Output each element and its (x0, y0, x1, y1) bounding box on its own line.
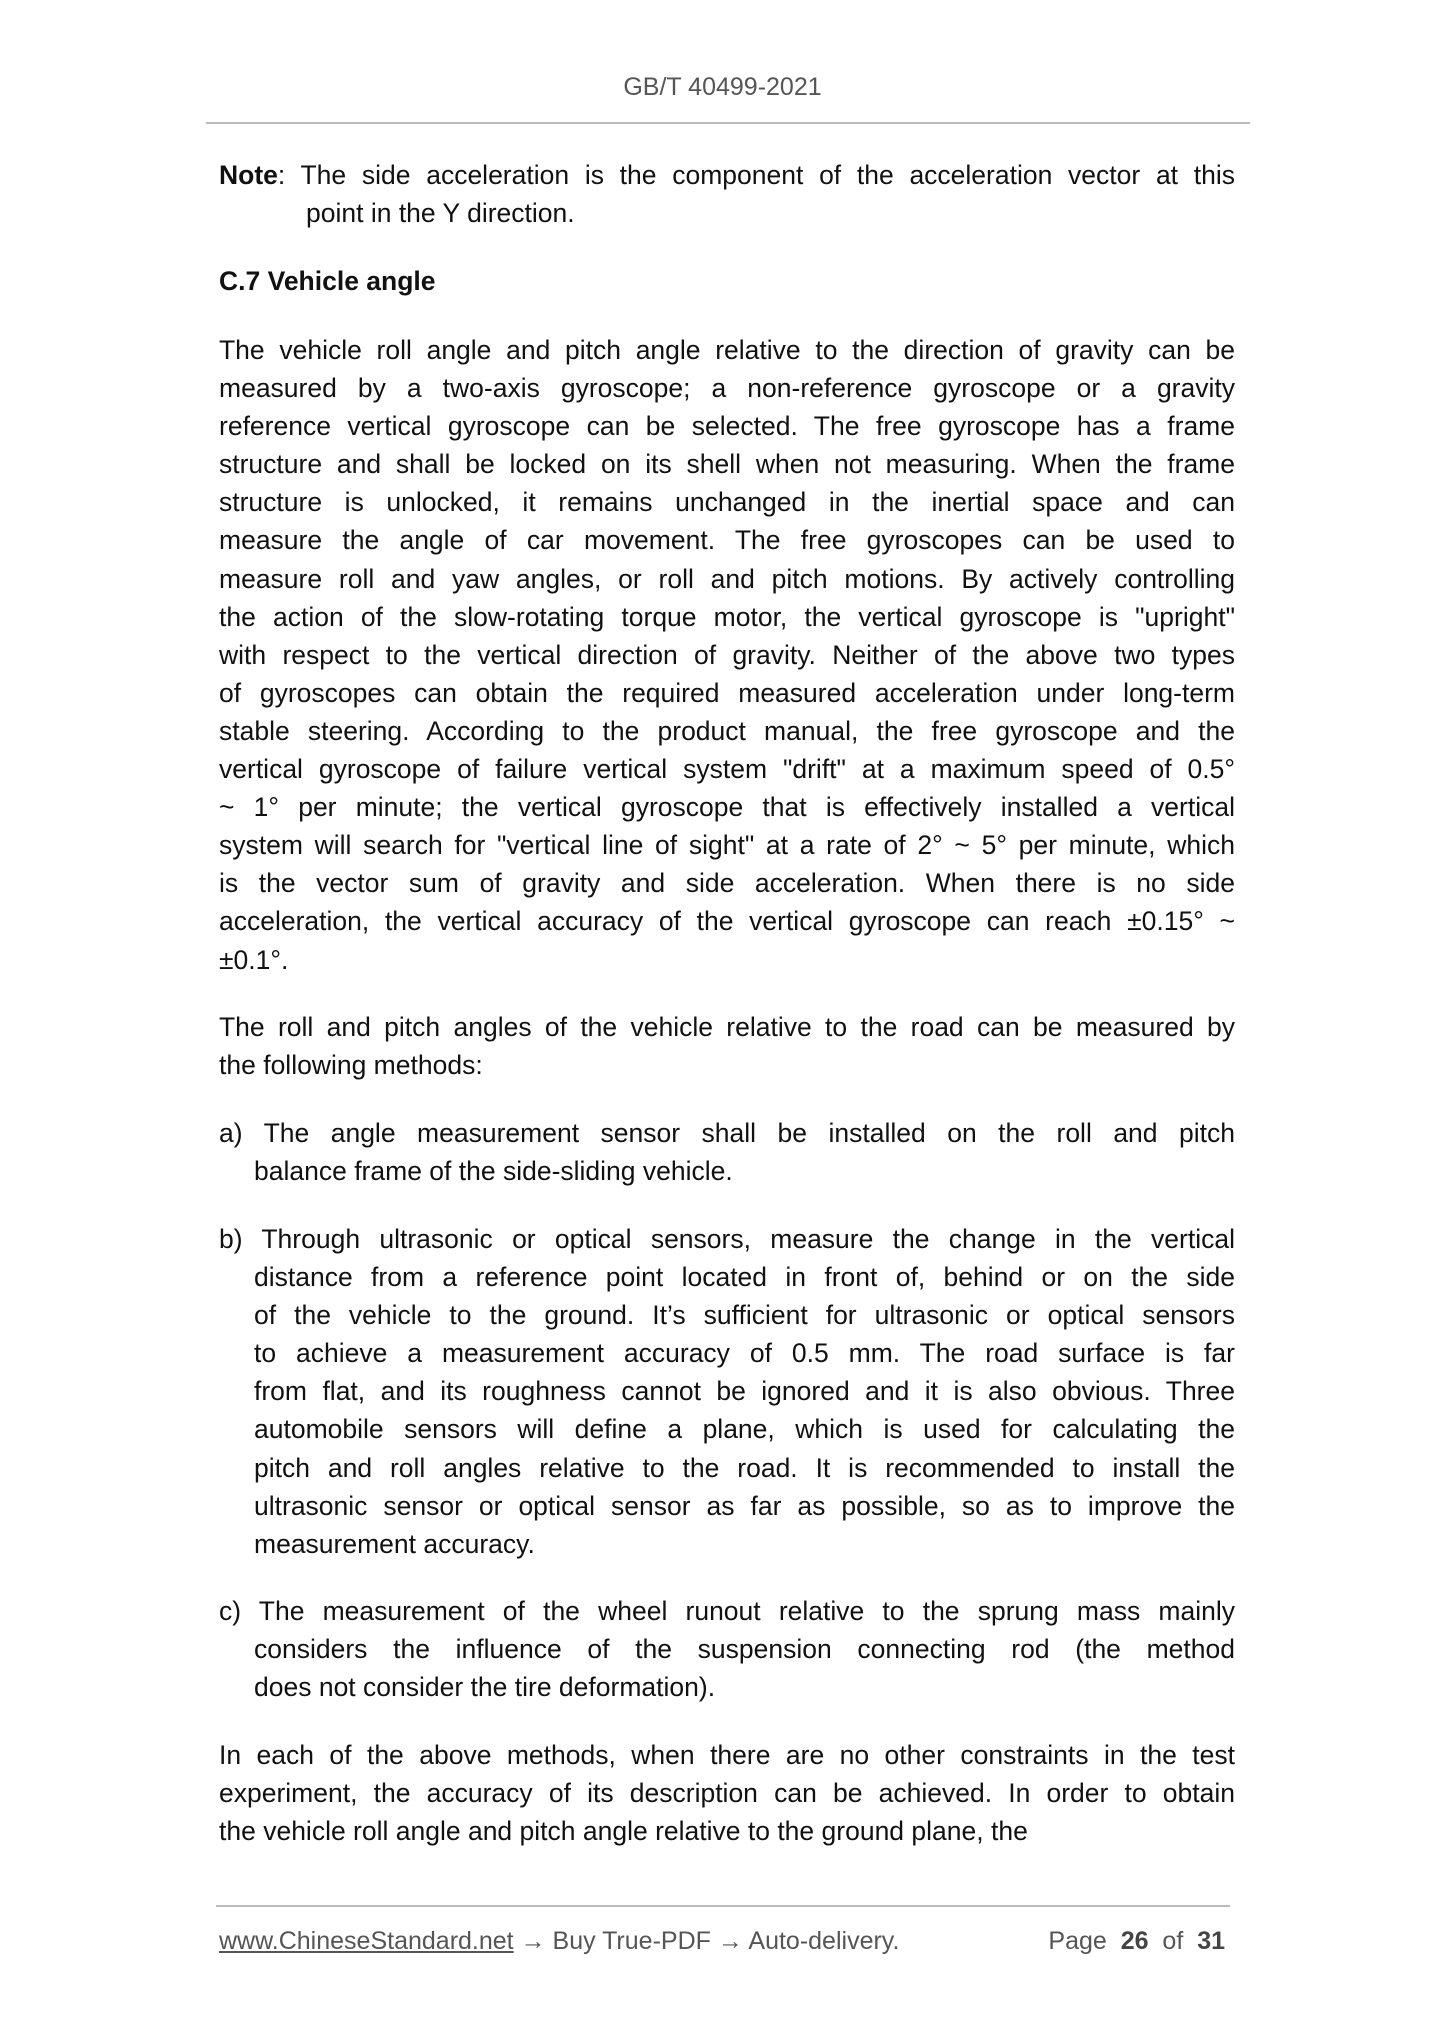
text-line: system will search for "vertical line of sight" at a rate of 2° ~ 5° per minute, which (219, 830, 1235, 861)
text-line: from flat, and its roughness cannot be ignored and it is also obvious. Three (254, 1376, 1235, 1407)
text-line: stable steering. According to the product manual, the free gyroscope and the (219, 715, 1235, 746)
text-line: is the vector sum of gravity and side acceleration. When there is no side (219, 868, 1235, 899)
text-line: acceleration, the vertical accuracy of the vertical gyroscope can reach ±0.15° ~ (219, 906, 1235, 937)
text-line: vertical gyroscope of failure vertical system "drift" at a maximum speed of 0.5° (219, 754, 1235, 785)
text-line: b) Through ultrasonic or optical sensors, measure the change in the vertical (219, 1224, 1235, 1254)
text-line: does not consider the tire deformation). (254, 1672, 716, 1703)
text-line: structure is unlocked, it remains unchanged in the inertial space and can (219, 487, 1235, 518)
text-line: the vehicle roll angle and pitch angle relative to the ground plane, the (219, 1816, 1028, 1847)
text-line: The roll and pitch angles of the vehicle relative to the road can be measured by (219, 1012, 1235, 1042)
text-line: ~ 1° per minute; the vertical gyroscope that is effectively installed a vertical (219, 792, 1235, 823)
text-line: of the vehicle to the ground. It’s sufficient for ultrasonic or optical sensors (254, 1300, 1235, 1331)
running-header: GB/T 40499-2021 (623, 73, 822, 101)
text-line: automobile sensors will define a plane, which is used for calculating the (254, 1414, 1235, 1445)
paragraph-2 (219, 1008, 1235, 1084)
text-line: balance frame of the side-sliding vehicle. (254, 1156, 733, 1187)
note-label: Note (219, 160, 278, 190)
note: Note: The side acceleration is the component of the acceleration vector at this point in the Y direction. (219, 160, 1235, 229)
text-line: In each of the above methods, when there are no other constraints in the test (219, 1740, 1235, 1770)
text-line: c) The measurement of the wheel runout relative to the sprung mass mainly (219, 1596, 1235, 1626)
paragraph-3 (219, 1736, 1235, 1850)
text-line: a) The angle measurement sensor shall be installed on the roll and pitch (219, 1118, 1235, 1148)
list-item-a (219, 1114, 1235, 1190)
footer: www.ChineseStandard.net → Buy True-PDF → Auto-delivery. Page 26 of 31 (219, 1924, 1225, 1958)
text-line: the following methods: (219, 1050, 483, 1081)
text-line: The vehicle roll angle and pitch angle relative to the direction of gravity can be (219, 335, 1235, 365)
text-line: measure the angle of car movement. The free gyroscopes can be used to (219, 525, 1235, 556)
text-line: distance from a reference point located in front of, behind or on the side (254, 1262, 1235, 1293)
text-line: to achieve a measurement accuracy of 0.5 mm. The road surface is far (254, 1338, 1235, 1369)
text-line: with respect to the vertical direction of gravity. Neither of the above two types (219, 639, 1235, 670)
list-item-c (219, 1592, 1235, 1706)
text-line: considers the influence of the suspension connecting rod (the method (254, 1634, 1235, 1665)
website-link[interactable]: www.ChineseStandard.net (219, 1927, 514, 1955)
text-line: structure and shall be locked on its shell when not measuring. When the frame (219, 449, 1235, 480)
text-line: pitch and roll angles relative to the road. It is recommended to install the (254, 1452, 1235, 1483)
footer-rule (216, 1905, 1230, 1907)
list-item-b (219, 1220, 1235, 1563)
text-line: ultrasonic sensor or optical sensor as far as possible, so as to improve the (254, 1490, 1235, 1521)
text-line: reference vertical gyroscope can be selected. The free gyroscope has a frame (219, 411, 1235, 442)
text-line: ±0.1°. (219, 944, 289, 975)
text-line: measurement accuracy. (254, 1528, 535, 1559)
text-line: measured by a two-axis gyroscope; a non-reference gyroscope or a gravity (219, 373, 1235, 404)
header-rule (206, 122, 1250, 124)
section-heading: C.7 Vehicle angle (219, 266, 436, 296)
paragraph-1 (219, 331, 1235, 979)
text-line: of gyroscopes can obtain the required measured acceleration under long-term (219, 677, 1235, 708)
text-line: measure roll and yaw angles, or roll and pitch motions. By actively controlling (219, 563, 1235, 594)
page-number: Page 26 of 31 (1048, 1927, 1225, 1955)
text-line: experiment, the accuracy of its description can be achieved. In order to obtain (219, 1778, 1235, 1809)
text-line: the action of the slow-rotating torque motor, the vertical gyroscope is "upright" (219, 601, 1235, 632)
